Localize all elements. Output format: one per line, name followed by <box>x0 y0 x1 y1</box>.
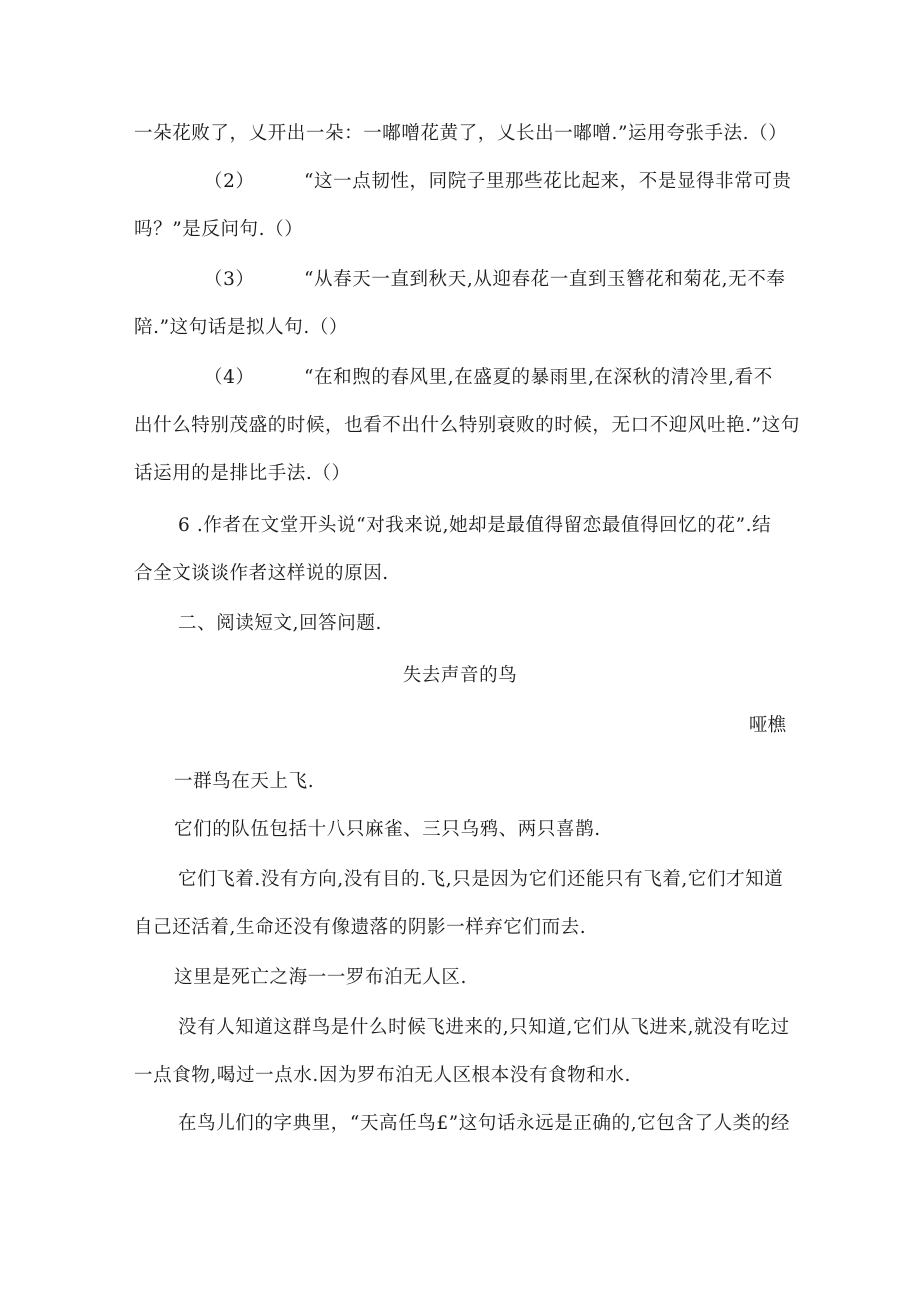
item-number: （4） <box>204 367 255 388</box>
item-text: “在和煦的春风里,在盛夏的暴雨里,在深秋的清冷里,看不 <box>304 367 773 388</box>
article-paragraph-3-cont: 自己还活着,生命还没有像遗落的阴影一样弃它们而去. <box>134 917 587 938</box>
item-number: （3） <box>204 269 255 290</box>
article-paragraph-1: 一群鸟在天上飞. <box>174 771 315 792</box>
q5-item-3-cont: 陪.”这句话是拟人句.（） <box>134 317 349 338</box>
item-number: （2） <box>204 171 255 192</box>
article-paragraph-4: 这里是死亡之海一一罗布泊无人区. <box>174 967 467 988</box>
q6-line-2: 合全文谈谈作者这样说的原因. <box>134 563 389 584</box>
item-text: “从春天一直到秋天,从迎春花一直到玉簪花和菊花,无不奉 <box>304 269 786 290</box>
q6-line-1: 6 .作者在文堂开头说“对我来说,她却是最值得留恋最值得回忆的花”.结 <box>178 515 772 536</box>
article-title: 失去声音的鸟 <box>402 665 518 686</box>
q5-item-3 <box>204 268 785 292</box>
section-heading: 二、阅读短文,回答问题. <box>178 613 382 634</box>
q5-item-4 <box>204 366 773 390</box>
q5-item-4-cont-2: 话运用的是排比手法.（） <box>134 463 351 484</box>
q5-item-2-cont: 吗？”是反问句.（） <box>134 219 304 240</box>
item-text: “这一点韧性，同院子里那些花比起来，不是显得非常可贵 <box>304 171 792 192</box>
article-paragraph-6: 在鸟儿们的字典里，“天高任鸟£”这句话永远是正确的,它包含了人类的经 <box>178 1113 790 1134</box>
article-paragraph-2: 它们的队伍包括十八只麻雀、三只乌鸦、两只喜鹊. <box>174 819 601 840</box>
article-paragraph-5-cont: 一点食物,喝过一点水.因为罗布泊无人区根本没有食物和水. <box>134 1065 631 1086</box>
article-author: 哑樵 <box>748 715 786 736</box>
q5-line-1: 一朵花败了，乂开出一朵：一嘟噌花黄了，乂长出一嘟噌.”运用夸张手法.（） <box>134 123 788 144</box>
article-paragraph-5: 没有人知道这群鸟是什么时候飞进来的,只知道,它们从飞进来,就没有吃过 <box>178 1017 790 1038</box>
article-paragraph-3: 它们飞着.没有方向,没有目的.飞,只是因为它们还能只有飞着,它们才知道 <box>178 869 784 890</box>
q5-item-2 <box>204 170 792 194</box>
q5-item-4-cont-1: 出什么特别茂盛的时候，也看不出什么特别衰败的时候，无口不迎风吐艳.”这句 <box>134 415 800 436</box>
